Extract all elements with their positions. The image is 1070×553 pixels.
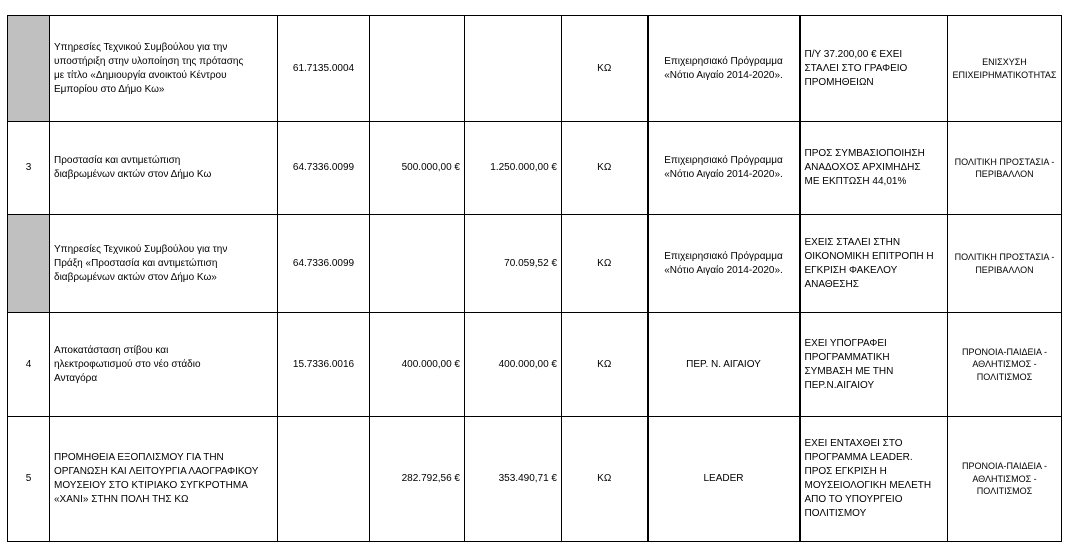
project-status — [800, 313, 948, 417]
location: ΚΩ — [562, 16, 648, 122]
project-status — [800, 122, 948, 215]
table-row — [8, 215, 1062, 313]
project-status-line: ΠΡΟΣ ΕΓΚΡΙΣΗ Η — [804, 466, 887, 477]
project-status-line: ΜΟΥΣΕΙΟΛΟΓΙΚΗ ΜΕΛΕΤΗ — [804, 480, 932, 491]
project-status-line: ΑΝΑΔΟΧΟΣ ΑΡΧΙΜΗΔΗΣ — [804, 162, 921, 173]
funding-program — [648, 417, 800, 542]
funding-program — [648, 16, 800, 122]
funding-program — [648, 215, 800, 313]
budget-code: 64.7336.0099 — [278, 215, 370, 313]
amount-current — [370, 16, 465, 122]
category-line: ΑΘΛΗΤΙΣΜΟΣ - — [972, 359, 1037, 370]
project-title-line: Αποκατάσταση στίβου και — [54, 344, 169, 356]
amount-current: 500.000,00 € — [370, 122, 465, 215]
project-status — [800, 215, 948, 313]
project-status — [800, 16, 948, 122]
amount-total — [465, 16, 562, 122]
project-status-line: ΠΡΟΜΗΘΕΙΩΝ — [804, 76, 874, 88]
amount-current: 282.792,56 € — [370, 417, 465, 542]
budget-code: 64.7336.0099 — [278, 122, 370, 215]
project-title-line: υποστήριξη στην υλοποίηση της πρότασης — [54, 55, 244, 67]
project-title — [50, 313, 278, 417]
funding-program-line: Επιχειρησιακό Πρόγραμμα — [664, 155, 783, 166]
funding-program-line: Επιχειρησιακό Πρόγραμμα — [664, 55, 783, 67]
project-status-line: ΜΕ ΕΚΠΤΩΣΗ 44,01% — [804, 176, 907, 187]
category-line: ΠΡΟΝΟΙΑ-ΠΑΙΔΕΙΑ - — [961, 461, 1048, 472]
category-line: ΠΟΛΙΤΙΣΜΟΣ — [976, 371, 1033, 382]
table-row — [8, 16, 1062, 122]
projects-table — [7, 15, 1062, 542]
project-title-line: Πράξη «Προστασία και αντιμετώπιση — [54, 257, 218, 269]
project-title-line: ΟΡΓΑΝΩΣΗ ΚΑΙ ΛΕΙΤΟΥΡΓΙΑ ΛΑΟΓΡΑΦΙΚΟΥ — [54, 466, 259, 477]
amount-total: 353.490,71 € — [465, 417, 562, 542]
project-status-line: ΣΥΜΒΑΣΗ ΜΕ ΤΗΝ — [804, 365, 894, 377]
project-title-line: ΠΡΟΜΗΘΕΙΑ ΕΞΟΠΛΙΣΜΟΥ ΓΙΑ ΤΗΝ — [54, 452, 224, 463]
project-title-line: με τίτλο «Δημιουργία ανοικτού Κέντρου — [54, 69, 227, 81]
category-line: ΕΠΙΧΕΙΡΗΜΑΤΙΚΟΤΗΤΑΣ — [952, 69, 1057, 80]
project-status-line: ΠΡΟΓΡΑΜΜΑΤΙΚΗ — [804, 351, 890, 363]
funding-program-line: «Νότιο Αιγαίο 2014-2020». — [664, 264, 783, 276]
project-status-line: ΕΧΕΙΣ ΣΤΑΛΕΙ ΣΤΗΝ — [804, 236, 901, 248]
location: ΚΩ — [562, 215, 648, 313]
row-number: 4 — [8, 313, 50, 417]
category-line: ΕΝΙΣΧΥΣΗ — [982, 57, 1027, 67]
funding-program-line: «Νότιο Αιγαίο 2014-2020». — [664, 69, 783, 81]
project-title — [50, 122, 278, 215]
project-status-line: ΟΙΚΟΝΟΜΙΚΗ ΕΠΙΤΡΟΠΗ Η — [804, 250, 934, 262]
project-title — [50, 16, 278, 122]
amount-current: 400.000,00 € — [370, 313, 465, 417]
project-title — [50, 215, 278, 313]
project-title-line: Προστασία και αντιμετώπιση — [54, 155, 181, 166]
funding-program-line: ΠΕΡ. Ν. ΑΙΓΑΙΟΥ — [686, 358, 761, 370]
funding-program-line: «Νότιο Αιγαίο 2014-2020». — [664, 169, 783, 180]
project-status-line: ΠΕΡ.Ν.ΑΙΓΑΙΟΥ — [804, 379, 875, 391]
category-line: ΠΕΡΙΒΑΛΛΟΝ — [975, 169, 1034, 179]
category-line: ΠΟΛΙΤΙΚΗ ΠΡΟΣΤΑΣΙΑ - — [954, 156, 1055, 167]
project-title-line: ηλεκτροφωτισμού στο νέο στάδιο — [54, 358, 201, 370]
project-status-line: ΑΝΑΘΕΣΗΣ — [804, 278, 859, 290]
category-line: ΠΟΛΙΤΙΣΜΟΣ — [976, 486, 1033, 497]
project-title-line: «ΧΑΝΙ» ΣΤΗΝ ΠΟΛΗ ΤΗΣ ΚΩ — [54, 494, 189, 505]
category-line: ΠΕΡΙΒΑΛΛΟΝ — [975, 264, 1034, 275]
project-status-line: ΕΧΕΙ ΥΠΟΓΡΑΦΕΙ — [804, 337, 887, 349]
table-row — [8, 417, 1062, 542]
amount-current — [370, 215, 465, 313]
project-status-line: ΕΓΚΡΙΣΗ ΦΑΚΕΛΟΥ — [804, 264, 898, 276]
project-title-line: ΜΟΥΣΕΙΟΥ ΣΤΟ ΚΤΙΡΙΑΚΟ ΣΥΓΚΡΟΤΗΜΑ — [54, 480, 248, 491]
row-number: 5 — [8, 417, 50, 542]
row-number: 3 — [8, 122, 50, 215]
budget-code: 15.7336.0016 — [278, 313, 370, 417]
location: ΚΩ — [562, 313, 648, 417]
project-title-line: Υπηρεσίες Τεχνικού Συμβούλου για την — [54, 41, 228, 53]
category-line: ΠΟΛΙΤΙΚΗ ΠΡΟΣΤΑΣΙΑ - — [954, 252, 1055, 262]
project-status-line: ΠΟΛΙΤΙΣΜΟΥ — [804, 508, 867, 519]
funding-program — [648, 122, 800, 215]
budget-code — [278, 417, 370, 542]
category — [948, 16, 1062, 122]
category-line: ΠΡΟΝΟΙΑ-ΠΑΙΔΕΙΑ - — [961, 346, 1048, 357]
project-title-line: Ανταγόρα — [54, 372, 98, 384]
project-title-line: Υπηρεσίες Τεχνικού Συμβούλου για την — [54, 243, 228, 255]
project-status-line: Π/Υ 37.200,00 € ΕΧΕΙ — [804, 48, 903, 60]
project-title-line: διαβρωμένων ακτών στον Δήμο Κω» — [54, 271, 217, 283]
funding-program-line: Επιχειρησιακό Πρόγραμμα — [664, 250, 783, 262]
project-status-line: ΑΠΟ ΤΟ ΥΠΟΥΡΓΕΙΟ — [804, 494, 903, 505]
project-status-line: ΠΡΟΓΡΑΜΜΑ LEADER. — [804, 452, 913, 463]
budget-code: 61.7135.0004 — [278, 16, 370, 122]
amount-total: 70.059,52 € — [465, 215, 562, 313]
category — [948, 313, 1062, 417]
project-title — [50, 417, 278, 542]
category — [948, 215, 1062, 313]
category — [948, 122, 1062, 215]
project-status-line: ΣΤΑΛΕΙ ΣΤΟ ΓΡΑΦΕΙΟ — [804, 62, 908, 74]
table-row — [8, 122, 1062, 215]
project-title-line: Εμπορίου στο Δήμο Κω» — [54, 83, 165, 95]
table-row — [8, 313, 1062, 417]
location: ΚΩ — [562, 417, 648, 542]
amount-total: 400.000,00 € — [465, 313, 562, 417]
funding-program — [648, 313, 800, 417]
row-number — [8, 16, 50, 122]
project-status-line: ΕΧΕΙ ΕΝΤΑΧΘΕΙ ΣΤΟ — [804, 438, 903, 449]
category — [948, 417, 1062, 542]
project-status — [800, 417, 948, 542]
amount-total: 1.250.000,00 € — [465, 122, 562, 215]
funding-program-line: LEADER — [703, 473, 744, 484]
project-status-line: ΠΡΟΣ ΣΥΜΒΑΣΙΟΠΟΙΗΣΗ — [804, 148, 925, 159]
project-title-line: διαβρωμένων ακτών στον Δήμο Κω — [54, 169, 212, 180]
row-number — [8, 215, 50, 313]
category-line: ΑΘΛΗΤΙΣΜΟΣ - — [972, 473, 1037, 484]
location: ΚΩ — [562, 122, 648, 215]
